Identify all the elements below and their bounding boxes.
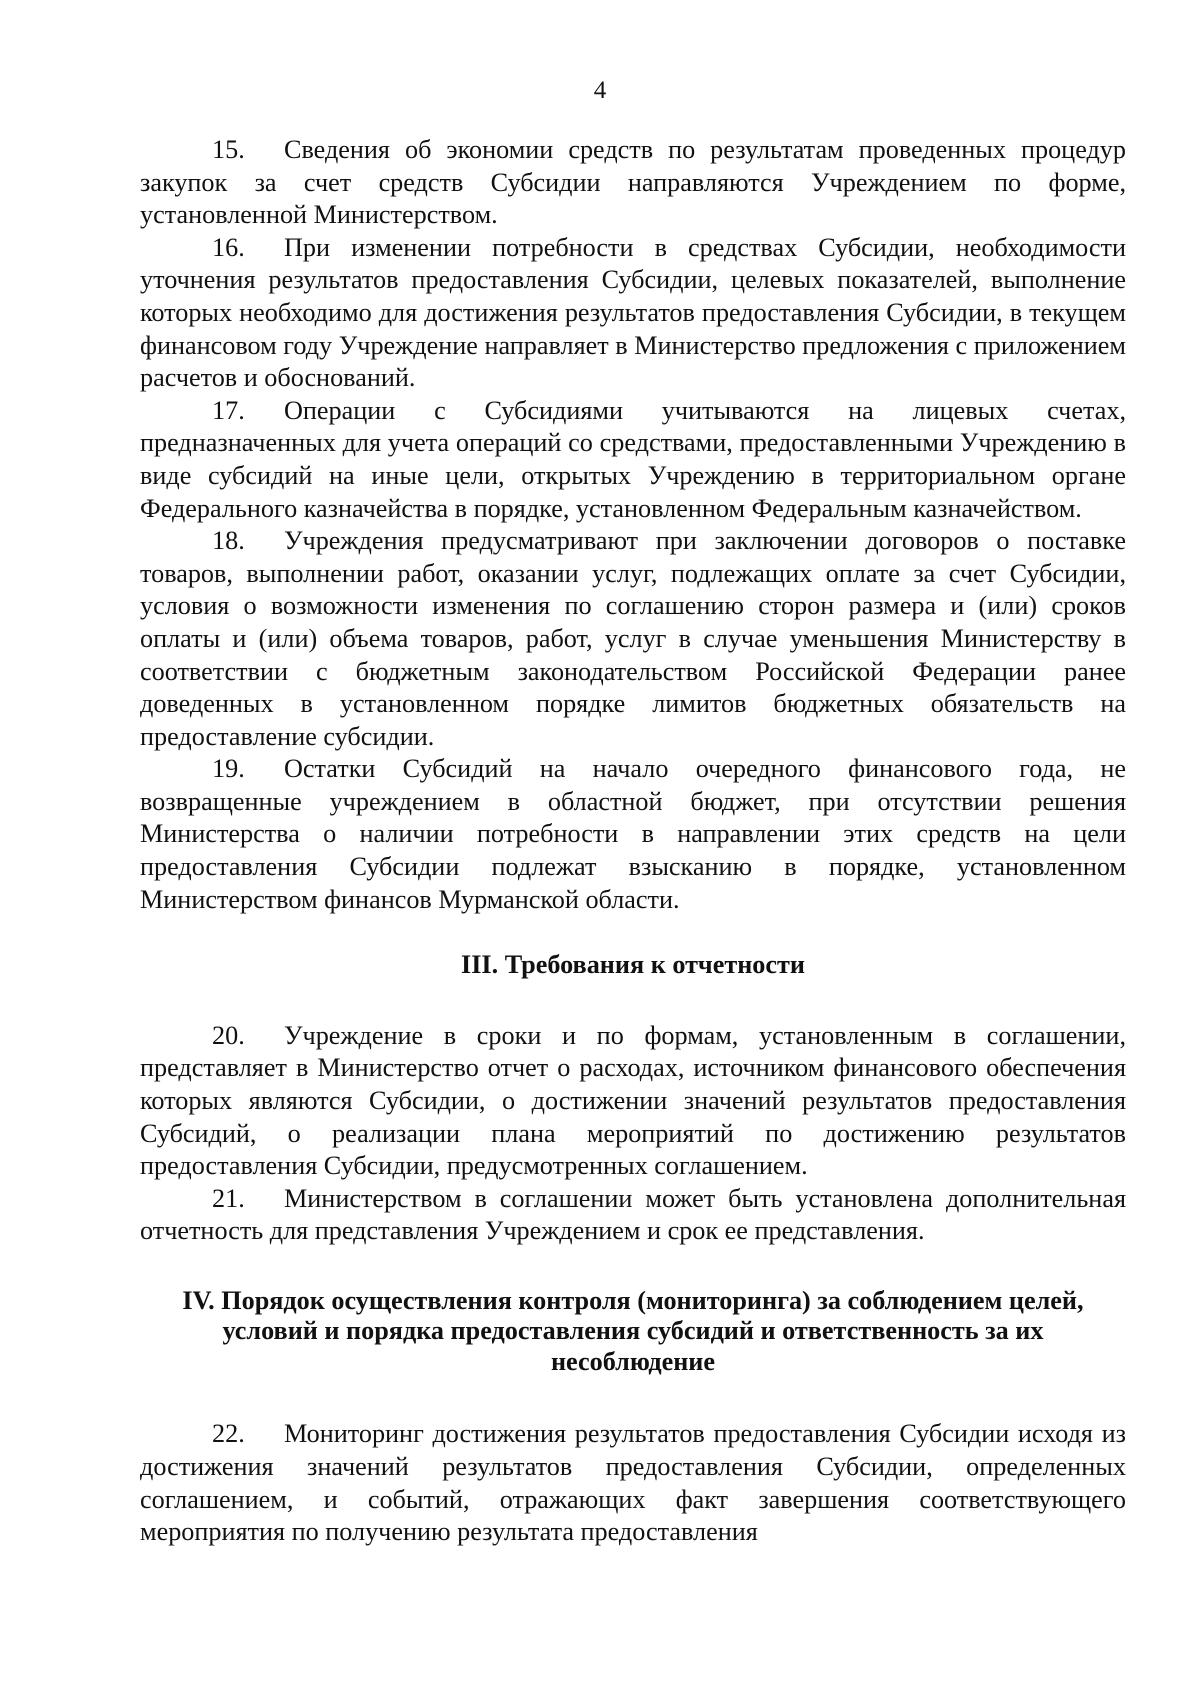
paragraph-number: 17.: [212, 395, 245, 425]
paragraph-17: [140, 395, 1126, 525]
document-body: [140, 134, 1126, 1549]
paragraph-16: [140, 232, 1126, 395]
paragraph-text: Министерством в соглашении может быть установлена дополнительная отчетность для представления Учреждением и срок ее представления.: [140, 1183, 1126, 1246]
paragraph-19: [140, 753, 1126, 916]
paragraph-text: Учреждение в сроки и по формам, установленным в соглашении, представляет в Министерство отчет о расходах, источником финансового обеспечения которых являются Субсидии, о достижении значений результатов предоставления Субсидий, о реализации плана мероприятий по достижению результатов предоставления Субсидии, предусмотренных соглашением.: [140, 1020, 1126, 1181]
paragraph-text: Остатки Субсидий на начало очередного финансового года, не возвращенные учреждением в областной бюджет, при отсутствии решения Министерства о наличии потребности в направлении этих средств на цели предоставления Субсидии подлежат взысканию в порядке, установленном Министерством финансов Мурманской области.: [140, 754, 1126, 914]
section-heading-requirements: III. Требования к отчетности: [461, 950, 805, 980]
paragraph-text: Учреждения предусматривают при заключении договоров о поставке товаров, выполнении работ, оказании услуг, подлежащих оплате за счет Субсидии, условия о возможности изменения по соглашению сторон размера и (или) сроков оплаты и (или) объема товаров, работ, услуг в случае уменьшения Министерству в соответствии с бюджетным законодательством Российской Федерации ранее доведенных в установленном порядке лимитов бюджетных обязательств на предоставление субсидии.: [140, 526, 1126, 751]
paragraph-number: 18.: [212, 526, 245, 556]
section-heading-control: IV. Порядок осуществления контроля (мониторинга) за соблюдением целей, условий и порядка предоставления субсидий и ответственность за их несоблюдение: [182, 1285, 1084, 1376]
paragraph-number: 16.: [212, 232, 245, 262]
paragraph-21: [140, 1183, 1126, 1248]
paragraph-text: Операции с Субсидиями учитываются на лицевых счетах, предназначенных для учета операций со средствами, предоставленными Учреждению в виде субсидий на иные цели, открытых Учреждению в территориальном органе Федерального казначейства в порядке, установленном Федеральным казначейством.: [140, 395, 1126, 523]
paragraph-number: 20.: [212, 1020, 245, 1050]
paragraph-number: 15.: [212, 135, 245, 164]
paragraph-text: Мониторинг достижения результатов предоставления Субсидии исходя из достижения значений результатов предоставления Субсидии, определенных соглашением, и событий, отражающих факт завершения соответствующего мероприятия по получению результата предоставления: [140, 1419, 1126, 1547]
paragraph-number: 21.: [212, 1183, 245, 1213]
paragraph-18: [140, 525, 1126, 753]
paragraph-20: [140, 1020, 1126, 1183]
paragraph-number: 22.: [212, 1419, 245, 1449]
paragraph-22: [140, 1418, 1126, 1548]
page-number: 4: [593, 77, 607, 104]
paragraph-text: При изменении потребности в средствах Субсидии, необходимости уточнения результатов предоставления Субсидии, целевых показателей, выполнение которых необходимо для достижения результатов предоставления Субсидии, в текущем финансовом году Учреждение направляет в Министерство предложения с приложением расчетов и обоснований.: [140, 232, 1126, 393]
paragraph-text: Сведения об экономии средств по результатам проведенных процедур закупок за счет средств Субсидии направляются Учреждением по форме, установленной Министерством.: [140, 135, 1126, 230]
paragraph-number: 19.: [212, 754, 245, 784]
paragraph-15: [140, 134, 1126, 232]
